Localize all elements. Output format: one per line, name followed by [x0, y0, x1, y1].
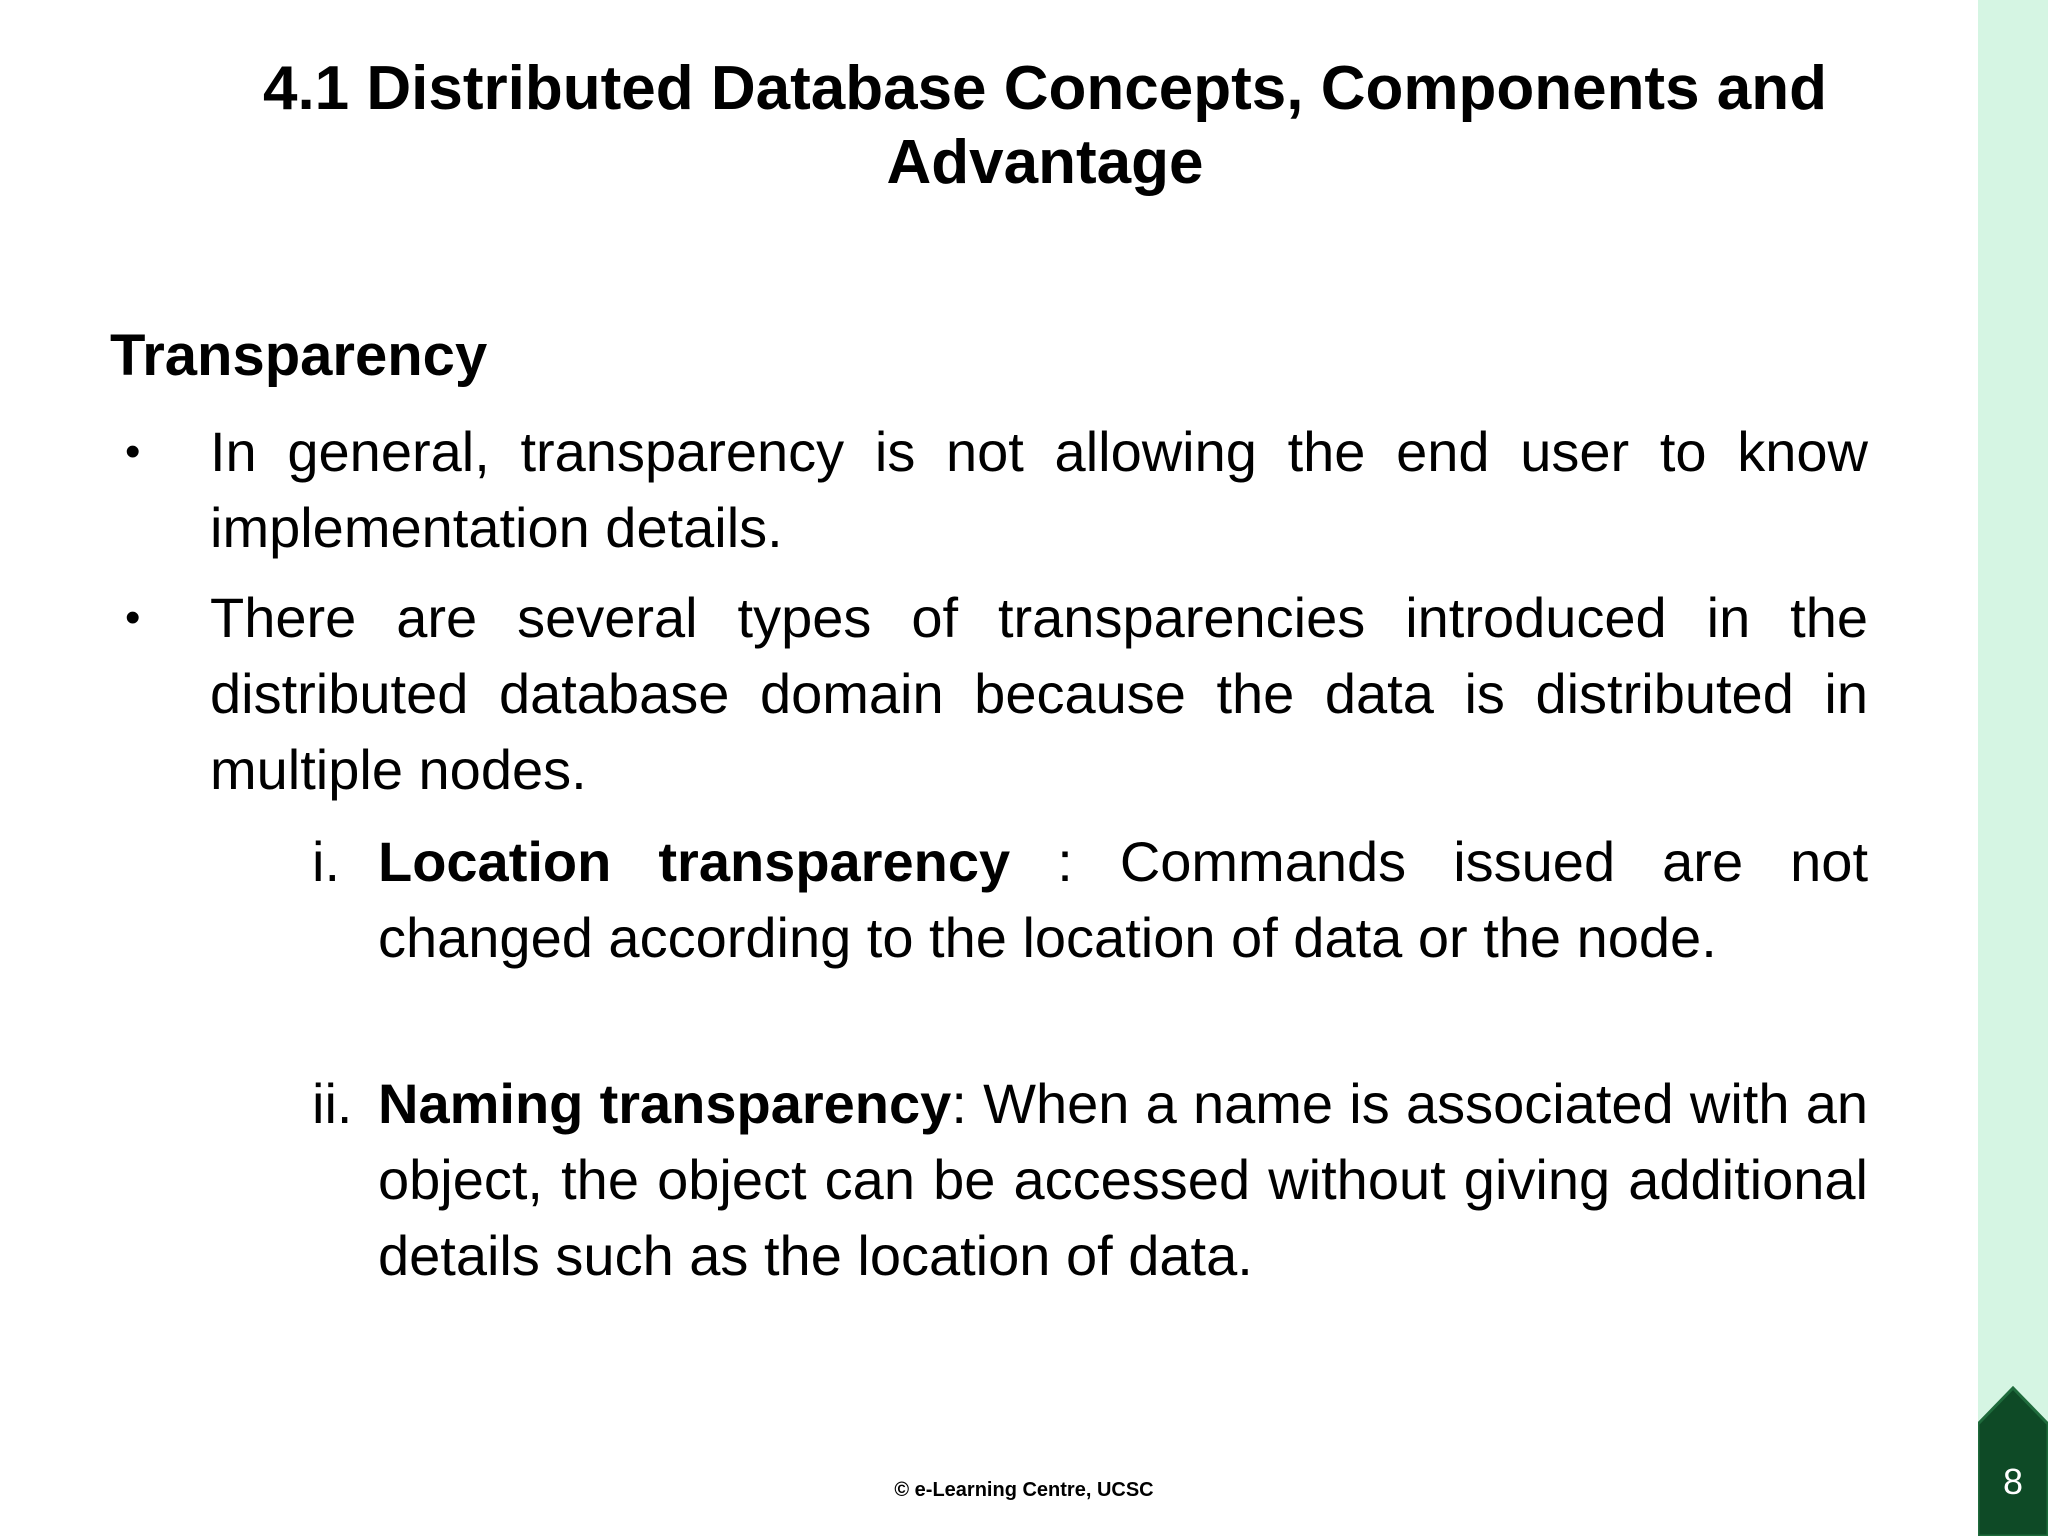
slide-title-line-1: 4.1 Distributed Database Concepts, Components and [262, 54, 1828, 123]
side-band [1978, 0, 2048, 1536]
bullet-marker: • [125, 593, 141, 642]
bullet-item: In general, transparency is not allowing the end user to know implementation details. [210, 420, 1868, 559]
sub-item-number: ii. [312, 1072, 353, 1135]
bullet-marker: • [125, 427, 141, 476]
sub-item-description: : Commands issued are not changed according to the location of data or the node. [378, 830, 1869, 969]
sub-item-location-transparency [378, 824, 1868, 976]
slide-title [150, 52, 1940, 200]
sub-item-term: Location transparency [378, 830, 1011, 893]
section-heading: Transparency [110, 323, 488, 388]
bullet-item: There are several types of transparencies introduced in the distributed database domain because the data is distributed in multiple nodes. [210, 586, 1868, 801]
sub-item-description: : When a name is associated with an object, the object can be accessed without giving additional details such as the location of data. [378, 1072, 1868, 1287]
sub-item-number: i. [312, 830, 340, 893]
footer-copyright: © e-Learning Centre, UCSC [894, 1479, 1154, 1501]
slide-title-line-2: Advantage [886, 128, 1204, 197]
sub-item-term: Naming transparency [378, 1072, 952, 1135]
sub-item-naming-transparency [378, 1066, 1868, 1294]
page-number: 8 [2002, 1461, 2024, 1502]
